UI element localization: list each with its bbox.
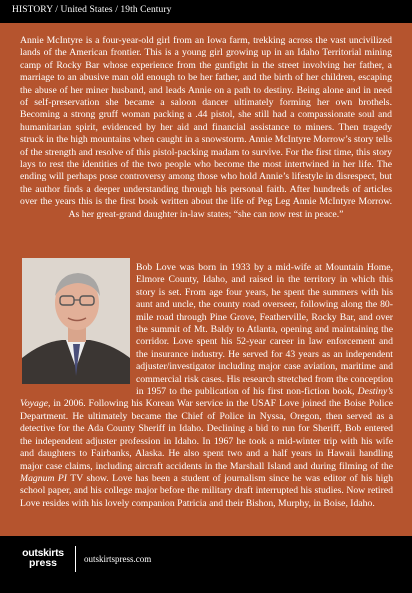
photo-spacer	[20, 262, 136, 388]
bio-text-part3: TV show. Love has been a student of journalism since he was editor of his high school paper, and his college major before the military draft interrupted his studies. Now retired Love resides with his lovely companion Patricia and their Bishon, Murphy, in Boise, Idaho.	[20, 472, 393, 509]
bio-text-part1: Bob Love was born in 1933 by a mid-wife at Mountain Home, Elmore County, Idaho, and raised in the territory in which this story is set. From age four years, he spent the summers with his aunt and uncle, the county road overseer, following along the 80-mile road through Pine Grove, Featherville, Rocky Bar, and over the summit of Mt. Baldy to Atlanta, opening and maintaining the corridor. Love spent his 52-year career in law enforcement and the insurance industry. He served for 43 years as an independent adjuster/investigator including major case aviation, maritime and commercial risk cases. His research stretched from the conception in 1957 to the publication of his first non-fiction book,	[136, 262, 393, 398]
publisher-website-link[interactable]: outskirtspress.com	[84, 554, 152, 564]
book-synopsis: Annie McIntyre is a four-year-old girl from an Iowa farm, trekking across the vast uncivilized lands of the American frontier. This is a young girl growing up in an Idaho Territorial mining camp of Rocky Bar whose experience from the gunfight in the street involving her father, a marriage to an abusive man old enough to be her father, and the birth of her children, escaping the abuse of her miner husband, and leads Annie on a path to destiny. Being alone and in need of self-preservation she became a saloon dancer ultimately forming her own brothels. Becoming a strong gruff woman packing a .44 pistol, she still had a compassionate soul and humanitarian spirit, evidenced by her aid and financial assistance to miners. Then tragedy struck in the high mountains when caught in a snowstorm. Annie McIntyre Morrow’s story tells of the strength and resolve of this pistol-packing madam to survive. For the first time, this story lays to rest the identities of the two people who become the most intertwined in her life. The ending will perhaps pose controversy among those who hold Annie’s lifestyle in disrespect, but the author finds a deeper understanding through his personal faith. After hundreds of articles over the years this is the first book written about the life of Peg Leg Annie McIntyre Morrow. As her great-grand daughter in-law states; “she can now rest in peace.”	[20, 35, 392, 220]
bio-show-title: Magnum PI	[20, 472, 68, 484]
publisher-logo	[22, 548, 64, 568]
logo-line-2: press	[28, 557, 58, 569]
footer-divider	[75, 546, 76, 572]
logo-line-1: outskirts	[22, 547, 64, 559]
bio-text-part2: , in 2006. Following his Korean War service in the USAF Love joined the Boise Police Department. He ultimately became the Chief of Police in Nyssa, Oregon, then served as a detective for the Ada County Sheriff in Idaho. Declining a bid to run for Sheriff, Bob entered the independent adjuster profession in Idaho. In 1967 he took a mid-winter trip with his wife and daughters to Fairbanks, Alaska. He also spent two and a half years in Hawaii handling major case claims, including aircraft accidents in the Marshall Island and during filming of the	[20, 398, 393, 472]
bio-book-title: Destiny’s Voyage	[20, 386, 393, 410]
author-biography	[20, 262, 393, 510]
category-label: HISTORY / United States / 19th Century	[12, 5, 172, 15]
